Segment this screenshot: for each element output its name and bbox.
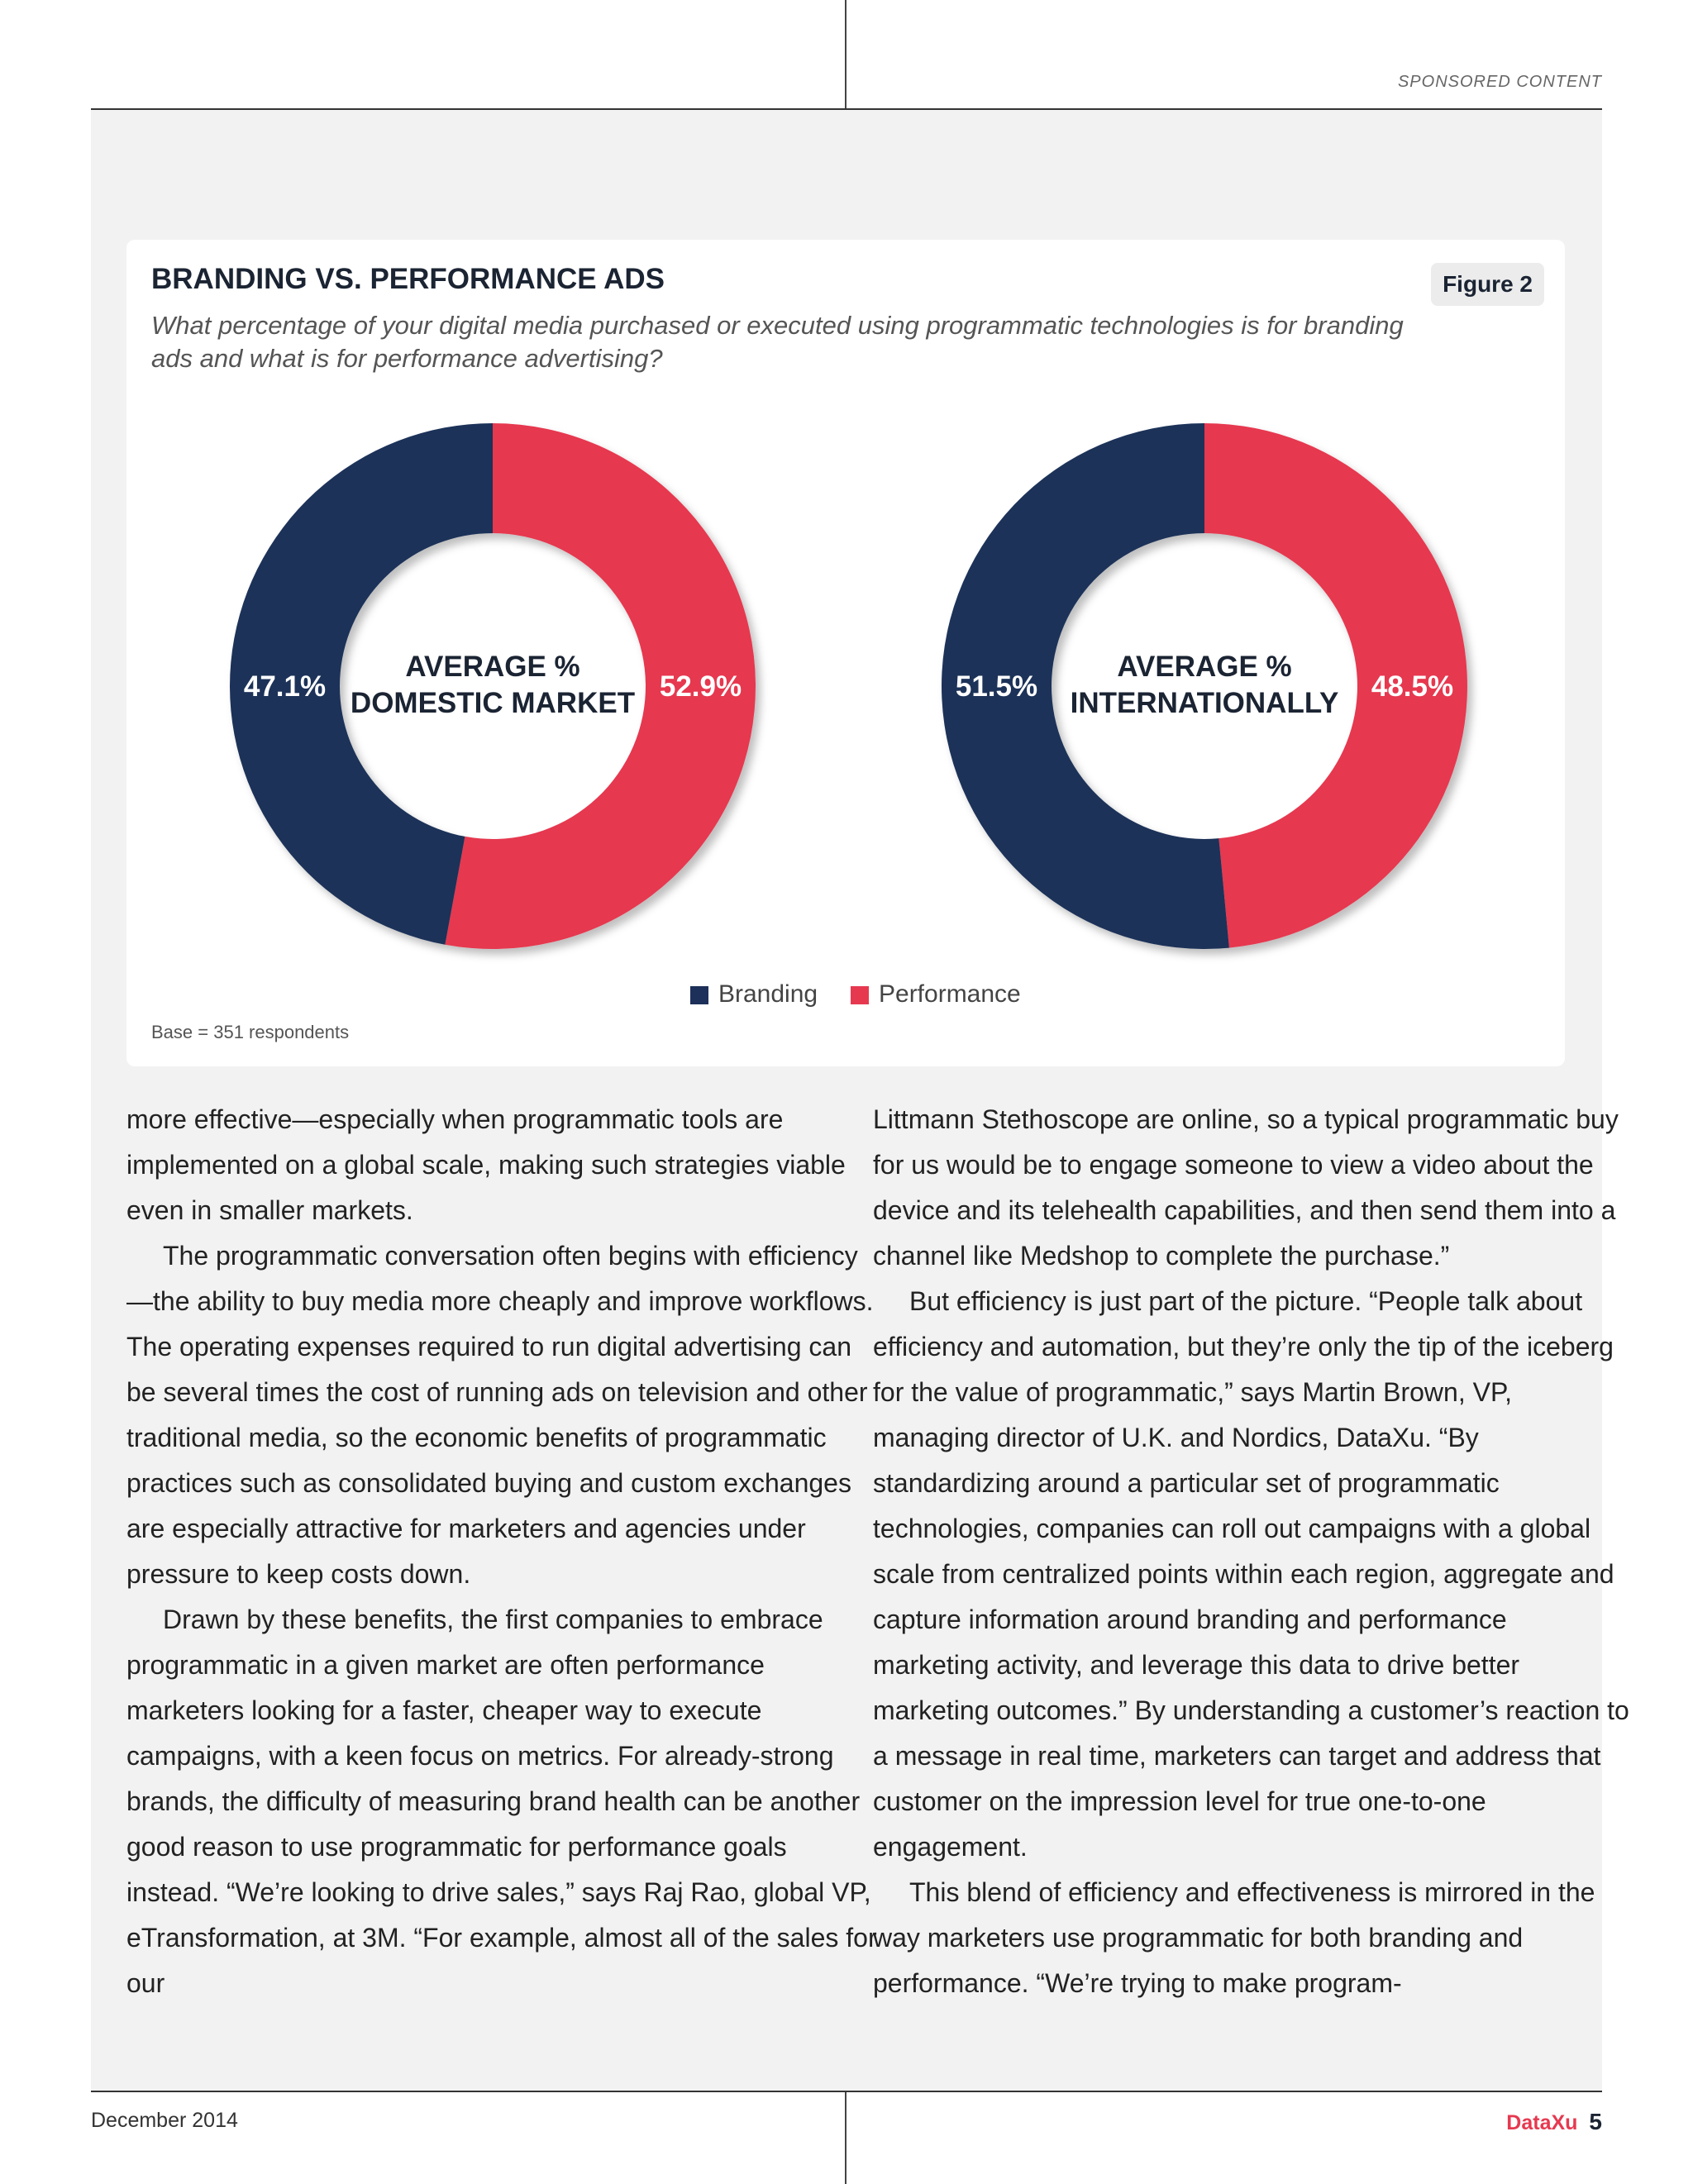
data-label-branding: 47.1% [243,670,327,703]
article-column-right [873,1097,1629,2006]
center-label-line1: AVERAGE % [405,651,580,683]
paragraph: The programmatic conversation often begins with efficiency—the ability to buy media more cheaply and improve workflows. The operating expenses required to run digital advertising can be several times the cost of running ads on television and other traditional media, so the economic benefits of programmatic practices such as consolidated buying and custom exchanges are especially attractive for marketers and agencies under pressure to keep costs down. [126,1241,874,1589]
figure-title: BRANDING VS. PERFORMANCE ADS [151,263,665,295]
data-label-branding: 51.5% [955,670,1038,703]
footer-date: December 2014 [91,2109,238,2132]
sponsored-label: SPONSORED CONTENT [1397,73,1602,91]
paragraph: This blend of efficiency and effectiveness is mirrored in the way marketers use programmatic for both branding and performance. “We’re trying to make program- [873,1877,1595,1998]
bottom-column-rule [845,2092,846,2184]
figure-badge: Figure 2 [1431,263,1544,306]
article-column-left [126,1097,883,2006]
brand-name: DataXu [1506,2111,1578,2134]
center-label-line2: DOMESTIC MARKET [350,687,636,719]
base-note: Base = 351 respondents [151,1022,350,1042]
paragraph: But efficiency is just part of the picture. “People talk about efficiency and automation, but they’re only the tip of the iceberg for the value of programmatic,” says Martin Brown, VP, managing director of U.K. and Nordics, DataXu. “By standardizing around a particular set of programmatic technologies, companies can roll out campaigns with a global scale from centralized points within each region, aggregate and capture information around branding and performance marketing activity, and leverage this data to drive better marketing outcomes.” By understanding a customer’s reaction to a message in real time, marketers can target and address that customer on the impression level for true one-to-one engagement. [873,1286,1629,1862]
center-label-line2: INTERNATIONALLY [1070,687,1339,719]
legend-swatch-performance [851,986,869,1004]
top-column-rule [845,0,846,108]
data-label-performance: 48.5% [1371,670,1454,703]
footer-rule [91,2091,1602,2092]
legend-label-branding: Branding [718,980,818,1008]
page-number: 5 [1589,2109,1602,2134]
legend-swatch-branding [690,986,708,1004]
legend-label-performance: Performance [879,980,1021,1008]
donut-chart-international [942,423,1467,949]
footer-brand [1506,2109,1602,2135]
legend [690,980,1021,1008]
center-label-line1: AVERAGE % [1117,651,1292,683]
data-label-performance: 52.9% [659,670,742,703]
paragraph: more effective—especially when programmatic tools are implemented on a global scale, making such strategies viable even in smaller markets. [126,1104,846,1225]
figure-card [126,240,1565,1066]
figure-subtitle: What percentage of your digital media purchased or executed using programmatic technologies is for branding ads and what is for performance advertising? [151,311,1404,373]
paragraph: Drawn by these benefits, the first companies to embrace programmatic in a given market are often performance marketers looking for a faster, cheaper way to execute campaigns, with a keen focus on metrics. For already-strong brands, the difficulty of measuring brand health can be another good reason to use programmatic for performance goals instead. “We’re looking to drive sales,” says Raj Rao, global VP, eTransformation, at 3M. “For example, almost all of the sales for our [126,1605,877,1998]
paragraph: Littmann Stethoscope are online, so a typical programmatic buy for us would be to engage someone to view a video about the device and its telehealth capabilities, and then send them into a channel like Medshop to complete the purchase.” [873,1104,1619,1271]
donut-chart-domestic [230,423,756,949]
